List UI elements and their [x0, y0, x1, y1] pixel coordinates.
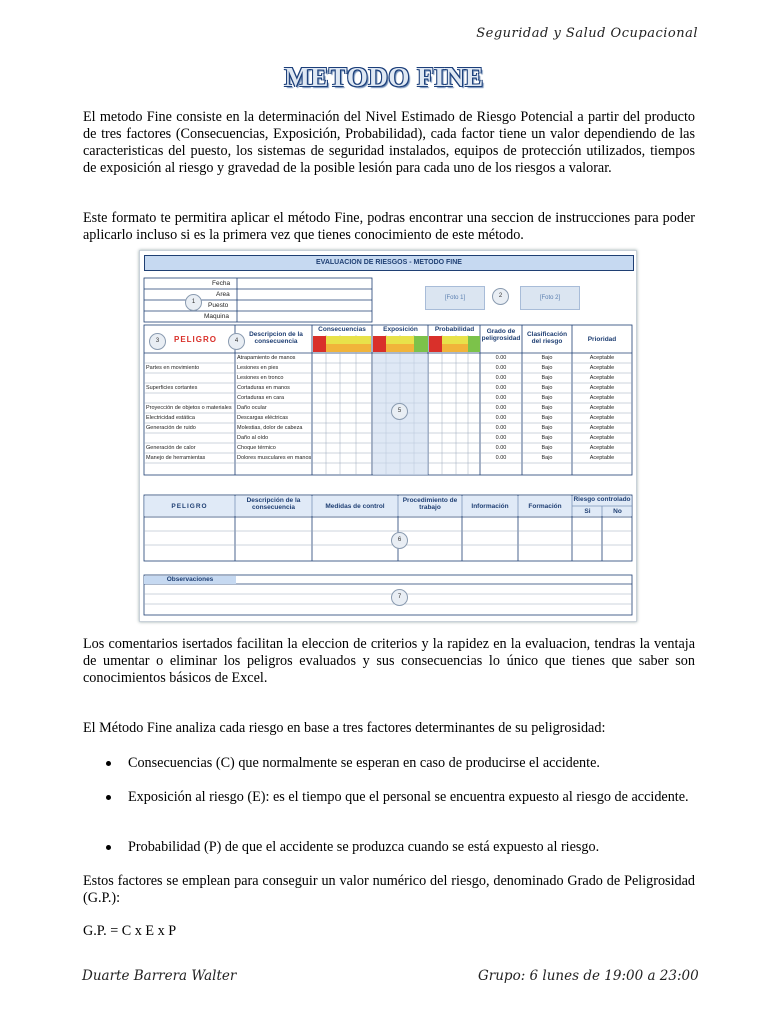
- spreadsheet-image: [139, 250, 637, 622]
- row-prio: Aceptable: [589, 435, 615, 441]
- row-prio: Aceptable: [589, 355, 615, 361]
- row-clas: Bajo: [541, 435, 553, 441]
- row-clas: Bajo: [541, 415, 553, 421]
- bullet-exposicion: [128, 789, 695, 806]
- col2-riesgo: Riesgo controlado: [573, 496, 631, 503]
- analysis-paragraph: El Método Fine analiza cada riesgo en base a tres factores determinantes de su peligrosidad:: [83, 720, 606, 736]
- col2-informacion: Información: [471, 503, 509, 510]
- col-descripcion: Descripcion de la consecuencia: [249, 331, 303, 345]
- row-prio: Aceptable: [589, 415, 615, 421]
- field-maquina: Maquina: [204, 313, 229, 320]
- page-header: Seguridad y Salud Ocupacional: [476, 26, 698, 41]
- row-grado: 0.00: [495, 365, 507, 371]
- row-clas: Bajo: [541, 455, 553, 461]
- row-desc: Descargas eléctricas: [237, 415, 289, 421]
- marker-1: 1: [185, 294, 202, 311]
- comments-paragraph: Los comentarios isertados facilitan la eleccion de criterios y la rapidez en la evaluacion, tendras la ventaja de umentar o eliminar los peligros evaluados y sus consecuencias lo único que tienes que saber son conocimientos básicos de Excel.: [83, 636, 695, 686]
- row-desc: Cortaduras en manos: [237, 385, 290, 391]
- bullet-dot: [106, 845, 111, 850]
- row-grado: 0.00: [495, 455, 507, 461]
- row-desc: Daño ocular: [237, 405, 267, 411]
- marker-2: 2: [492, 288, 509, 305]
- marker-3: 3: [149, 333, 166, 350]
- field-puesto: Puesto: [208, 302, 229, 309]
- row-clas: Bajo: [541, 445, 553, 451]
- marker-5: 5: [391, 403, 408, 420]
- row-grado: 0.00: [495, 355, 507, 361]
- row-desc: Lesiones en tronco: [237, 375, 284, 381]
- col2-no: No: [613, 508, 622, 515]
- col-grado: Grado de peligrosidad: [481, 328, 521, 342]
- row-clas: Bajo: [541, 355, 553, 361]
- bullet-consecuencias: [128, 755, 695, 772]
- row-peligro: Electricidad estática: [146, 415, 195, 421]
- col-prioridad: Prioridad: [587, 336, 617, 343]
- row-desc: Daño al oído: [237, 435, 269, 441]
- row-clas: Bajo: [541, 385, 553, 391]
- marker-7: 7: [391, 589, 408, 606]
- row-peligro: Partes en movimiento: [146, 365, 200, 371]
- row-clas: Bajo: [541, 375, 553, 381]
- col2-si: Si: [584, 508, 591, 515]
- foto-1: [Foto 1]: [425, 286, 485, 310]
- field-fecha: Fecha: [212, 280, 231, 287]
- footer-group: Grupo: 6 lunes de 19:00 a 23:00: [478, 968, 699, 984]
- row-desc: Lesiones en pies: [237, 365, 279, 371]
- row-peligro: Generación de calor: [146, 445, 196, 451]
- row-grado: 0.00: [495, 445, 507, 451]
- row-prio: Aceptable: [589, 375, 615, 381]
- row-prio: Aceptable: [589, 455, 615, 461]
- row-desc: Atrapamiento de manos: [237, 355, 296, 361]
- format-paragraph: Este formato te permitira aplicar el método Fine, podras encontrar una seccion de instrucciones para poder aplicarlo incluso si es la primera vez que tienes conocimiento de este método.: [83, 210, 695, 243]
- row-desc: Dolores musculares en manos: [237, 455, 311, 461]
- col2-descripcion: Descripción de la consecuencia: [246, 497, 301, 511]
- formula: G.P. = C x E x P: [83, 923, 177, 939]
- row-desc: Choque térmico: [237, 445, 276, 451]
- bullet-text: Probabilidad (P) de que el accidente se produzca cuando se está expuesto al riesgo.: [128, 839, 600, 855]
- col2-formacion: Formación: [528, 503, 562, 510]
- bullet-dot: [106, 795, 111, 800]
- row-desc: Molestias, dolor de cabeza: [237, 425, 303, 431]
- col2-peligro: PELIGRO: [171, 503, 208, 510]
- bullet-text: Exposición al riesgo (E): es el tiempo que el personal se encuentra expuesto al riesgo de accidente.: [128, 789, 689, 805]
- row-prio: Aceptable: [589, 385, 615, 391]
- footer-author: Duarte Barrera Walter: [82, 968, 237, 984]
- page-title: METODO FINE: [284, 62, 484, 92]
- row-grado: 0.00: [495, 415, 507, 421]
- observaciones-label: Observaciones: [166, 576, 214, 583]
- row-clas: Bajo: [541, 365, 553, 371]
- bullet-probabilidad: [128, 839, 695, 856]
- row-grado: 0.00: [495, 425, 507, 431]
- row-prio: Aceptable: [589, 395, 615, 401]
- row-clas: Bajo: [541, 425, 553, 431]
- sheet-title: EVALUACION DE RIESGOS - METODO FINE: [144, 255, 634, 271]
- foto-2: [Foto 2]: [520, 286, 580, 310]
- row-grado: 0.00: [495, 435, 507, 441]
- row-grado: 0.00: [495, 395, 507, 401]
- col2-medidas: Medidas de control: [325, 503, 385, 510]
- marker-4: 4: [228, 333, 245, 350]
- row-peligro: Manejo de herramientas: [146, 455, 206, 461]
- col-consecuencias: Consecuencias: [318, 326, 366, 333]
- row-desc: Cortaduras en cara: [237, 395, 285, 401]
- row-peligro: Generación de ruido: [146, 425, 196, 431]
- col-probabilidad: Probabilidad: [434, 326, 475, 333]
- row-peligro: Superficies cortantes: [146, 385, 198, 391]
- col-exposicion: Exposición: [383, 326, 418, 333]
- intro-paragraph: El metodo Fine consiste en la determinación del Nivel Estimado de Riesgo Potencial a partir del producto de tres factores (Consecuencias, Exposición, Probabilidad), cada factor tiene un valor dependiendo de las caracteristicas del puesto, los sistemas de seguridad instalados, equipos de protección utilizados, tiempos de exposición al riesgo y gravedad de la posible lesión para cada uno de los riesgos a valorar.: [83, 109, 695, 176]
- row-grado: 0.00: [495, 385, 507, 391]
- col2-procedimiento: Procedimiento de trabajo: [402, 497, 458, 511]
- factors-paragraph: Estos factores se emplean para conseguir un valor numérico del riesgo, denominado Grado de Peligrosidad (G.P.):: [83, 873, 695, 906]
- row-clas: Bajo: [541, 395, 553, 401]
- marker-6: 6: [391, 532, 408, 549]
- row-peligro: Proyección de objetos o materiales: [146, 405, 232, 411]
- row-prio: Aceptable: [589, 445, 615, 451]
- row-grado: 0.00: [495, 405, 507, 411]
- col-clasificacion: Clasificación del riesgo: [526, 331, 568, 345]
- bullet-text: Consecuencias (C) que normalmente se esperan en caso de producirse el accidente.: [128, 755, 600, 771]
- col-peligro: PELIGRO: [174, 335, 218, 344]
- row-grado: 0.00: [495, 375, 507, 381]
- bullet-dot: [106, 761, 111, 766]
- row-clas: Bajo: [541, 405, 553, 411]
- row-prio: Aceptable: [589, 365, 615, 371]
- field-area: Area: [216, 291, 230, 298]
- row-prio: Aceptable: [589, 405, 615, 411]
- row-prio: Aceptable: [589, 425, 615, 431]
